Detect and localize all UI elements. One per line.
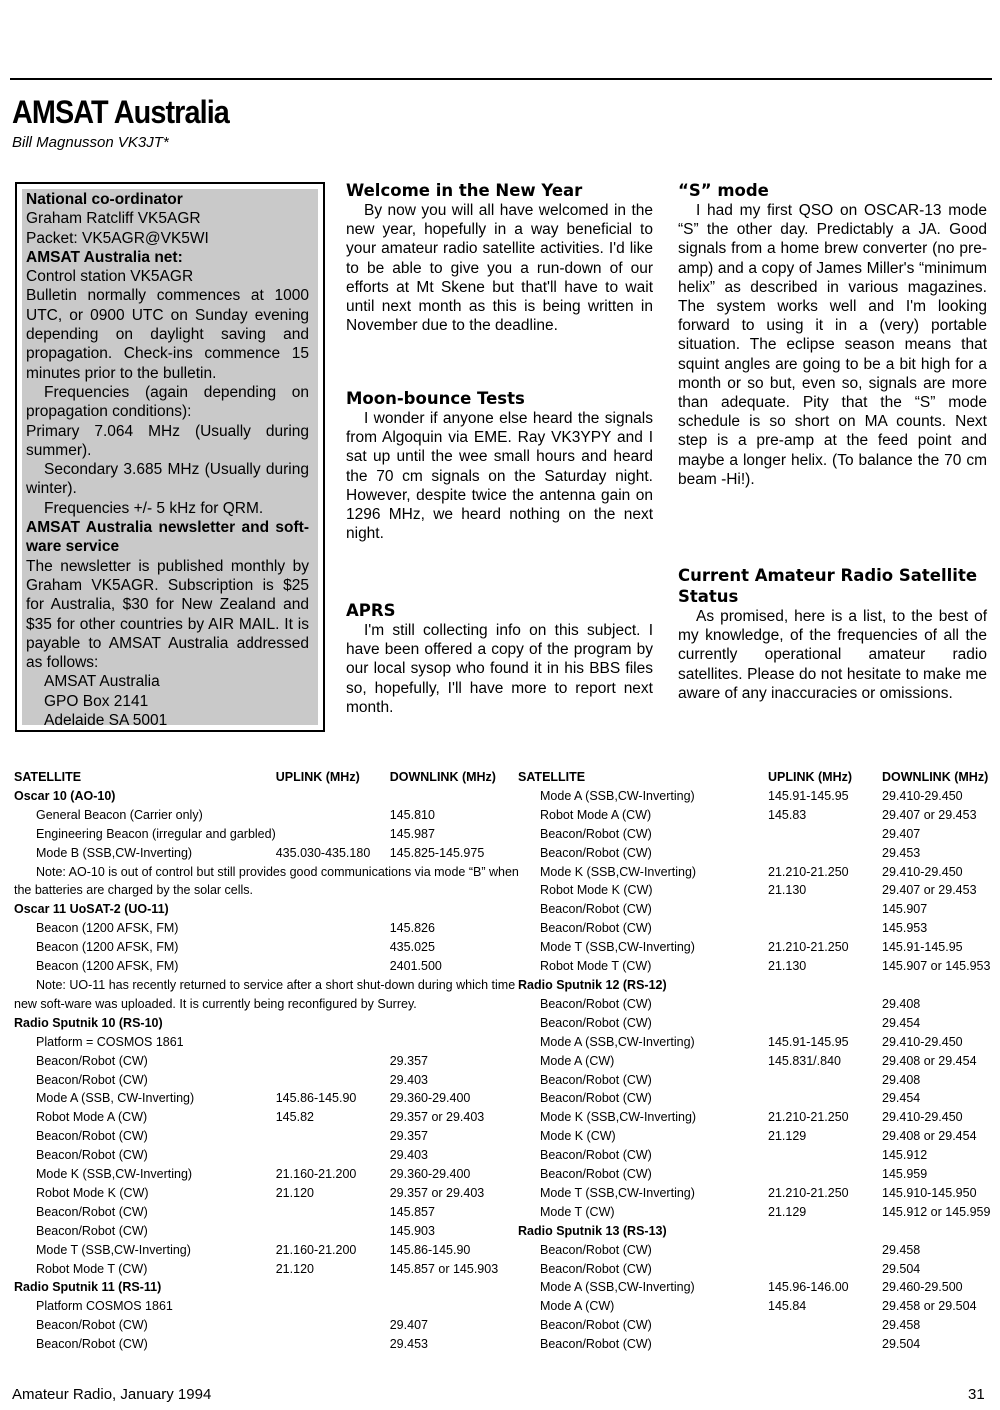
downlink-value: 145.857 or 145.903 (389, 1261, 499, 1276)
table-row (518, 938, 992, 957)
body-s-mode: I had my first QSO on OSCAR-13 mode “S” the other day. Predictably a JA. Good signals from a home brew converter (no pre-amp) and a copy of James Miller's “minimum helix” as described in various magazines. The system works well and I'm looking forward to using it in a (very) portable situation. The eclipse season means that squint angles are going to be a bit high for a month or so but, even so, signals are more than adequate. Pity that the “S” mode schedule is so short on MA counts. Next step is a pre-amp at the feed point and maybe a longer helix. (To balance the 70 cm beam -Hi!). (678, 202, 987, 488)
info-box-text (26, 190, 309, 730)
uplink-value: 21.130 (768, 883, 807, 898)
mode-label: Engineering Beacon (irregular and garbled) (36, 826, 276, 841)
table-row (518, 900, 992, 919)
table-row (518, 919, 992, 938)
downlink-value: 29.357 (389, 1053, 428, 1068)
table-row (518, 1014, 992, 1033)
table-header-row (518, 768, 992, 787)
uplink-value: 435.030-435.180 (275, 845, 371, 860)
mode-label: Beacon/Robot (CW) (540, 1072, 652, 1087)
mode-label: Beacon (1200 AFSK, FM) (36, 959, 179, 974)
uplink-value (276, 1297, 390, 1316)
table-row (518, 1335, 992, 1354)
downlink-value: 29.408 (882, 996, 921, 1011)
mode-label: Robot Mode T (CW) (36, 1261, 148, 1276)
info-box-line: AMSAT Australia net: (26, 248, 183, 266)
downlink-value: 29.504 (882, 1261, 921, 1276)
mode-label: Mode T (SSB,CW-Inverting) (540, 1185, 695, 1200)
article-moon-bounce (346, 388, 653, 543)
uplink-value: 145.82 (275, 1110, 314, 1125)
table-row (518, 995, 992, 1014)
table-row (14, 957, 520, 976)
downlink-value (390, 1297, 520, 1316)
table-row (518, 957, 992, 976)
column-header: SATELLITE (14, 770, 82, 784)
downlink-value: 29.407 (389, 1318, 428, 1333)
body-moon-bounce: I wonder if anyone else heard the signals from Algoquin via EME. Ray VK3YPY and I sat up until the wee small hours and heard the 70 cm signals on the Saturday night. However, despite twice the antenna gain on 1296 MHz, we heard nothing on the next night. (346, 410, 653, 543)
note-row (14, 881, 520, 900)
downlink-value (390, 1033, 520, 1052)
satellite-table-right (518, 768, 992, 1354)
downlink-value (882, 976, 992, 995)
table-row (518, 1203, 992, 1222)
body-welcome: By now you will all have welcomed in the new year, hopefully in a way beneficial to your amateur radio satellite activities. I'd like to be able to give you a run-down of our efforts at Mt Skene but that'll have to wait until next month as this is being written in November due to the deadline. (346, 202, 653, 335)
mode-label: Platform COSMOS 1861 (36, 1299, 173, 1314)
mode-label: Beacon/Robot (CW) (36, 1204, 148, 1219)
mode-label: Beacon/Robot (CW) (540, 1242, 652, 1257)
downlink-value: 29.453 (882, 845, 921, 860)
uplink-value: 145.91-145.95 (768, 1034, 849, 1049)
table-row (518, 1278, 992, 1297)
table-row (14, 806, 520, 825)
table-row (14, 1127, 520, 1146)
note-text: new soft-ware was uploaded. It is currently being reconfigured by Surrey. (14, 996, 417, 1011)
downlink-value: 145.826 (389, 921, 435, 936)
table-row (518, 1241, 992, 1260)
table-row (14, 1316, 520, 1335)
table-row (14, 1165, 520, 1184)
downlink-value: 145.953 (882, 921, 928, 936)
uplink-value (276, 1335, 390, 1354)
downlink-value (882, 1222, 992, 1241)
mode-label: Mode T (SSB,CW-Inverting) (540, 940, 695, 955)
uplink-value (768, 844, 882, 863)
satellite-name-row (518, 1222, 992, 1241)
uplink-value: 145.86-145.90 (275, 1091, 357, 1106)
uplink-value: 145.83 (768, 807, 807, 822)
mode-label: Mode A (CW) (540, 1053, 615, 1068)
downlink-value: 29.403 (389, 1148, 428, 1163)
downlink-value: 29.407 or 29.453 (882, 883, 977, 898)
info-box-line: GPO Box 2141 (44, 692, 149, 710)
downlink-value: 145.959 (882, 1167, 928, 1182)
uplink-value (276, 1222, 390, 1241)
uplink-value (768, 900, 882, 919)
table-row (518, 1108, 992, 1127)
downlink-value: 145.907 (882, 902, 928, 917)
satellite-name: Radio Sputnik 10 (RS-10) (14, 1015, 163, 1030)
satellite-name: Oscar 10 (AO-10) (14, 788, 116, 803)
mode-label: Beacon/Robot (CW) (540, 902, 652, 917)
uplink-value: 145.96-146.00 (768, 1280, 849, 1295)
info-box-line: Adelaide SA 5001 (44, 712, 168, 730)
uplink-value (768, 825, 882, 844)
downlink-value: 29.410-29.450 (882, 1110, 963, 1125)
mode-label: Robot Mode A (CW) (36, 1110, 148, 1125)
uplink-value: 21.210-21.250 (768, 1110, 849, 1125)
mode-label: Beacon/Robot (CW) (540, 996, 652, 1011)
downlink-value: 145.810 (389, 807, 435, 822)
mode-label: Mode A (SSB, CW-Inverting) (36, 1091, 195, 1106)
satellite-name: Radio Sputnik 11 (RS-11) (14, 1280, 162, 1295)
downlink-value: 29.360-29.400 (389, 1167, 471, 1182)
uplink-value: 21.120 (275, 1185, 314, 1200)
satellite-table-left (14, 768, 520, 1354)
downlink-value: 145.912 or 145.959 (882, 1204, 991, 1219)
table-row (518, 1052, 992, 1071)
satellite-name-row (14, 787, 520, 806)
table-row (518, 787, 992, 806)
uplink-value (768, 976, 882, 995)
mode-label: Mode B (SSB,CW-Inverting) (36, 845, 193, 860)
uplink-value (768, 995, 882, 1014)
downlink-value: 145.86-145.90 (389, 1242, 471, 1257)
page-title: AMSAT Australia (12, 94, 229, 130)
uplink-value: 21.129 (768, 1129, 807, 1144)
uplink-value (768, 1335, 882, 1354)
info-box-line: AMSAT Australia newsletter and soft-ware service (26, 519, 309, 556)
table-row (14, 938, 520, 957)
downlink-value: 29.408 (882, 1072, 921, 1087)
satellite-name: Oscar 11 UoSAT-2 (UO-11) (14, 902, 169, 917)
mode-label: Beacon (1200 AFSK, FM) (36, 921, 179, 936)
uplink-value (276, 1127, 390, 1146)
table-row (518, 1033, 992, 1052)
table-row (518, 825, 992, 844)
downlink-value: 29.453 (389, 1337, 428, 1352)
uplink-value (276, 1033, 390, 1052)
info-box (15, 182, 325, 732)
uplink-value (768, 919, 882, 938)
downlink-value: 29.357 or 29.403 (389, 1110, 485, 1125)
downlink-value (390, 900, 520, 919)
satellite-name-row (14, 1278, 520, 1297)
info-box-line: Packet: VK5AGR@VK5WI (26, 229, 209, 247)
mode-label: Beacon/Robot (CW) (36, 1053, 148, 1068)
table-row (518, 1127, 992, 1146)
table-row (518, 863, 992, 882)
table-row (14, 1241, 520, 1260)
uplink-value (276, 1052, 390, 1071)
downlink-value: 145.903 (389, 1223, 435, 1238)
mode-label: Beacon/Robot (CW) (540, 1337, 652, 1352)
uplink-value (276, 1146, 390, 1165)
note-text: the batteries are charged by the solar cells. (14, 883, 254, 898)
note-row (14, 976, 520, 995)
column-header: SATELLITE (518, 770, 586, 784)
downlink-value: 29.407 or 29.453 (882, 807, 977, 822)
downlink-value: 145.912 (882, 1148, 928, 1163)
uplink-value: 21.120 (275, 1261, 314, 1276)
table-row (518, 1071, 992, 1090)
downlink-value: 29.407 (882, 826, 921, 841)
downlink-value: 29.458 (882, 1242, 921, 1257)
uplink-value (768, 1089, 882, 1108)
mode-label: Mode A (SSB,CW-Inverting) (540, 1034, 695, 1049)
top-rule (10, 78, 992, 80)
uplink-value: 21.210-21.250 (768, 864, 849, 879)
uplink-value (276, 900, 390, 919)
table-row (14, 1033, 520, 1052)
satellite-name-row (14, 900, 520, 919)
table-row (518, 1165, 992, 1184)
satellite-name-row (14, 1014, 520, 1033)
uplink-value (276, 806, 390, 825)
column-header: UPLINK (MHz) (768, 770, 853, 784)
downlink-value: 29.460-29.500 (882, 1280, 963, 1295)
info-box-line: AMSAT Australia (44, 673, 160, 691)
table-row (518, 806, 992, 825)
table-row (14, 1052, 520, 1071)
table-row (14, 1184, 520, 1203)
uplink-value (768, 1316, 882, 1335)
mode-label: Beacon/Robot (CW) (36, 1337, 148, 1352)
body-aprs: I'm still collecting info on this subject. I have been offered a copy of the program by our local sysop who found it in his BBS files so, hopefully, I'll have more to report next month. (346, 622, 653, 716)
mode-label: Beacon/Robot (CW) (540, 1091, 652, 1106)
downlink-value (390, 1278, 520, 1297)
page-number: 31 (968, 1386, 985, 1403)
uplink-value (276, 787, 390, 806)
table-row (518, 1260, 992, 1279)
mode-label: Beacon/Robot (CW) (36, 1148, 148, 1163)
uplink-value: 21.210-21.250 (768, 1185, 849, 1200)
info-box-line: Primary 7.064 MHz (Usually during summer). (26, 422, 309, 459)
uplink-value: 145.91-145.95 (768, 788, 849, 803)
satellite-name-row (518, 976, 992, 995)
footer-publication: Amateur Radio, January 1994 (12, 1386, 212, 1403)
uplink-value (768, 1165, 882, 1184)
info-box-line: Secondary 3.685 MHz (Usually during winter). (26, 461, 309, 498)
uplink-value (768, 1241, 882, 1260)
body-satellite-status: As promised, here is a list, to the best of my knowledge, of the frequencies of all the currently operational amateur radio satellites. Please do not hesitate to make me aware of any inaccuracies or omissions. (678, 608, 987, 702)
mode-label: Robot Mode A (CW) (540, 807, 652, 822)
downlink-value: 145.907 or 145.953 (882, 959, 991, 974)
mode-label: Mode A (SSB,CW-Inverting) (540, 788, 695, 803)
article-s-mode (678, 180, 987, 489)
column-header: UPLINK (MHz) (275, 770, 360, 784)
uplink-value (276, 1278, 390, 1297)
uplink-value (768, 1260, 882, 1279)
downlink-value: 29.410-29.450 (882, 864, 963, 879)
table-row (14, 825, 520, 844)
uplink-value: 21.160-21.200 (275, 1242, 357, 1257)
note-text: Note: AO-10 is out of control but still provides good communications via mode “B” when (36, 864, 519, 879)
table-row (518, 1297, 992, 1316)
mode-label: Mode A (SSB,CW-Inverting) (540, 1280, 695, 1295)
uplink-value: 21.129 (768, 1204, 807, 1219)
uplink-value: 145.831/.840 (768, 1053, 841, 1068)
table-row (14, 1089, 520, 1108)
table-row (518, 1146, 992, 1165)
uplink-value (276, 957, 390, 976)
table-row (14, 919, 520, 938)
uplink-value (276, 919, 390, 938)
mode-label: Beacon/Robot (CW) (36, 1129, 148, 1144)
info-box-line: Frequencies (again depending on propagation conditions): (26, 383, 309, 421)
downlink-value: 29.410-29.450 (882, 1034, 963, 1049)
info-box-line: Frequencies +/- 5 kHz for QRM. (44, 499, 264, 517)
mode-label: Beacon (1200 AFSK, FM) (36, 940, 179, 955)
mode-label: Mode K (SSB,CW-Inverting) (540, 1110, 697, 1125)
table-row (14, 1108, 520, 1127)
mode-label: Beacon/Robot (CW) (540, 921, 652, 936)
mode-label: Platform = COSMOS 1861 (36, 1034, 184, 1049)
table-row (14, 1260, 520, 1279)
mode-label: Beacon/Robot (CW) (36, 1318, 148, 1333)
uplink-value (768, 1014, 882, 1033)
table-row (518, 881, 992, 900)
heading-moon-bounce: Moon-bounce Tests (346, 389, 525, 408)
downlink-value: 29.410-29.450 (882, 788, 963, 803)
mode-label: Beacon/Robot (CW) (540, 1167, 652, 1182)
info-box-line: Bulletin normally commences at 1000 UTC, or 0900 UTC on Sunday evening depending on daylight saving and propagation. Check-ins commence 15 minutes prior to the bulletin. (26, 287, 309, 382)
mode-label: Beacon/Robot (CW) (540, 845, 652, 860)
mode-label: Robot Mode K (CW) (36, 1185, 149, 1200)
table-row (518, 1184, 992, 1203)
downlink-value: 145.910-145.950 (882, 1185, 977, 1200)
table-row (14, 1203, 520, 1222)
note-row (14, 995, 520, 1014)
table-row (14, 1297, 520, 1316)
uplink-value (276, 1203, 390, 1222)
downlink-value: 29.454 (882, 1015, 921, 1030)
info-box-line: National co-ordinator (26, 191, 183, 208)
article-satellite-status (678, 565, 987, 703)
downlink-value: 145.825-145.975 (389, 845, 485, 860)
table-header-row (14, 768, 520, 787)
downlink-value: 29.458 (882, 1318, 921, 1333)
info-box-line: Control station VK5AGR (26, 268, 194, 286)
table-row (14, 1335, 520, 1354)
heading-aprs: APRS (346, 601, 396, 620)
downlink-value: 29.403 (389, 1072, 428, 1087)
uplink-value (276, 1014, 390, 1033)
table-row (518, 1316, 992, 1335)
heading-s-mode: “S” mode (678, 181, 769, 200)
column-header: DOWNLINK (MHz) (882, 770, 989, 784)
uplink-value: 21.130 (768, 959, 807, 974)
table-row (14, 1146, 520, 1165)
uplink-value (768, 1222, 882, 1241)
article-aprs (346, 600, 653, 717)
downlink-value: 29.408 or 29.454 (882, 1129, 977, 1144)
uplink-value (276, 825, 390, 844)
downlink-value: 29.360-29.400 (389, 1091, 471, 1106)
uplink-value: 145.84 (768, 1299, 807, 1314)
uplink-value: 21.160-21.200 (275, 1167, 357, 1182)
mode-label: Robot Mode T (CW) (540, 959, 652, 974)
downlink-value: 2401.500 (389, 959, 442, 974)
downlink-value: 145.857 (389, 1204, 435, 1219)
mode-label: Beacon/Robot (CW) (540, 826, 652, 841)
uplink-value: 21.210-21.250 (768, 940, 849, 955)
uplink-value (276, 938, 390, 957)
heading-satellite-status: Current Amateur Radio Satellite Status (678, 566, 978, 606)
downlink-value: 29.454 (882, 1091, 921, 1106)
mode-label: Mode T (SSB,CW-Inverting) (36, 1242, 191, 1257)
downlink-value (390, 787, 520, 806)
mode-label: General Beacon (Carrier only) (36, 807, 203, 822)
article-welcome (346, 180, 653, 335)
table-row (14, 844, 520, 863)
mode-label: Beacon/Robot (CW) (36, 1223, 148, 1238)
info-box-line: Graham Ratcliff VK5AGR (26, 210, 201, 228)
downlink-value: 145.91-145.95 (882, 940, 963, 955)
uplink-value (768, 1146, 882, 1165)
downlink-value: 29.458 or 29.504 (882, 1299, 977, 1314)
mode-label: Beacon/Robot (CW) (540, 1261, 652, 1276)
downlink-value: 29.504 (882, 1337, 921, 1352)
mode-label: Mode T (CW) (540, 1204, 615, 1219)
mode-label: Beacon/Robot (CW) (540, 1318, 652, 1333)
uplink-value (276, 1316, 390, 1335)
heading-welcome: Welcome in the New Year (346, 181, 583, 200)
downlink-value (390, 1014, 520, 1033)
downlink-value: 145.987 (389, 826, 435, 841)
mode-label: Mode A (CW) (540, 1299, 615, 1314)
downlink-value: 29.357 or 29.403 (389, 1185, 485, 1200)
mode-label: Mode K (SSB,CW-Inverting) (540, 864, 697, 879)
mode-label: Beacon/Robot (CW) (540, 1148, 652, 1163)
downlink-value: 435.025 (389, 940, 435, 955)
mode-label: Mode K (CW) (540, 1129, 616, 1144)
table-row (14, 1071, 520, 1090)
uplink-value (768, 1071, 882, 1090)
info-box-line: The newsletter is published monthly by Graham VK5AGR. Subscription is $25 for Australia, $30 for New Zealand and $35 for other countries by AIR MAIL. It is payable to AMSAT Australia addressed as follows: (26, 557, 309, 672)
note-text: Note: UO-11 has recently returned to service after a short shut-down during which time (36, 977, 516, 992)
mode-label: Robot Mode K (CW) (540, 883, 653, 898)
note-row (14, 863, 520, 882)
column-header: DOWNLINK (MHz) (389, 770, 496, 784)
uplink-value (276, 1071, 390, 1090)
mode-label: Beacon/Robot (CW) (540, 1015, 652, 1030)
mode-label: Mode K (SSB,CW-Inverting) (36, 1167, 193, 1182)
table-row (518, 844, 992, 863)
byline: Bill Magnusson VK3JT* (12, 134, 169, 151)
satellite-name: Radio Sputnik 12 (RS-12) (518, 977, 667, 992)
downlink-value: 29.408 or 29.454 (882, 1053, 977, 1068)
table-row (14, 1222, 520, 1241)
satellite-name: Radio Sputnik 13 (RS-13) (518, 1223, 667, 1238)
downlink-value: 29.357 (389, 1129, 428, 1144)
table-row (518, 1089, 992, 1108)
mode-label: Beacon/Robot (CW) (36, 1072, 148, 1087)
